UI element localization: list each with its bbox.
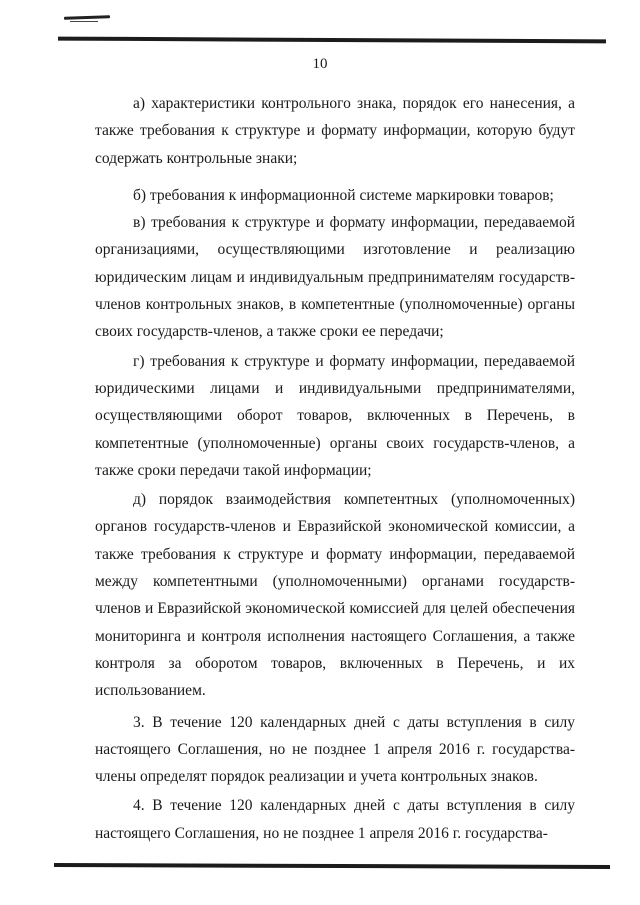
- paragraph-b: б) требования к информационной системе маркировки товаров;: [133, 186, 554, 204]
- bottom-scan-border: [54, 863, 610, 869]
- paragraph-3: 3. В течение 120 календарных дней с даты вступления в силу настоящего Соглашения, но не позднее 1 апреля 2016 г. государства-члены определят порядок реализации и учета контрольных знаков.: [95, 713, 575, 786]
- top-scan-border: [58, 37, 606, 44]
- scan-artifact-mark-secondary: [70, 21, 98, 22]
- paragraph-4: 4. В течение 120 календарных дней с даты вступления в силу настоящего Соглашения, но не позднее 1 апреля 2016 г. государства-: [95, 797, 575, 842]
- paragraph-v: в) требования к структуре и формату информации, передаваемой организациями, осуществляющими изготовление и реализацию юридическим лицам и индивидуальным предпринимателям государств-членов контрольных знаков, в компетентные (уполномоченные) органы своих государств-членов, а также сроки ее передачи;: [95, 214, 575, 341]
- page-number: 10: [312, 56, 328, 72]
- paragraph-a: а) характеристики контрольного знака, порядок его нанесения, а также требования к структуре и формату информации, которую будут содержать контрольные знаки;: [95, 95, 575, 167]
- scan-artifact-mark: [64, 15, 110, 20]
- paragraph-g: г) требования к структуре и формату информации, передаваемой юридическими лицами и индивидуальными предпринимателями, осуществляющими оборот товаров, включенных в Перечень, в компетентные (уполномоченные) органы своих государств-членов, а также сроки передачи такой информации;: [95, 352, 575, 479]
- document-body: [95, 90, 575, 847]
- paragraph-d: д) порядок взаимодействия компетентных (уполномоченных) органов государств-членов и Евразийской экономической комиссии, а также требования к структуре и формату информации, передаваемой между компетентными (уполномоченными) органами государств-членов и Евразийской экономической комиссией для целей обеспечения мониторинга и контроля исполнения настоящего Соглашения, а также контроля за оборотом товаров, включенных в Перечень, и их использованием.: [95, 491, 575, 700]
